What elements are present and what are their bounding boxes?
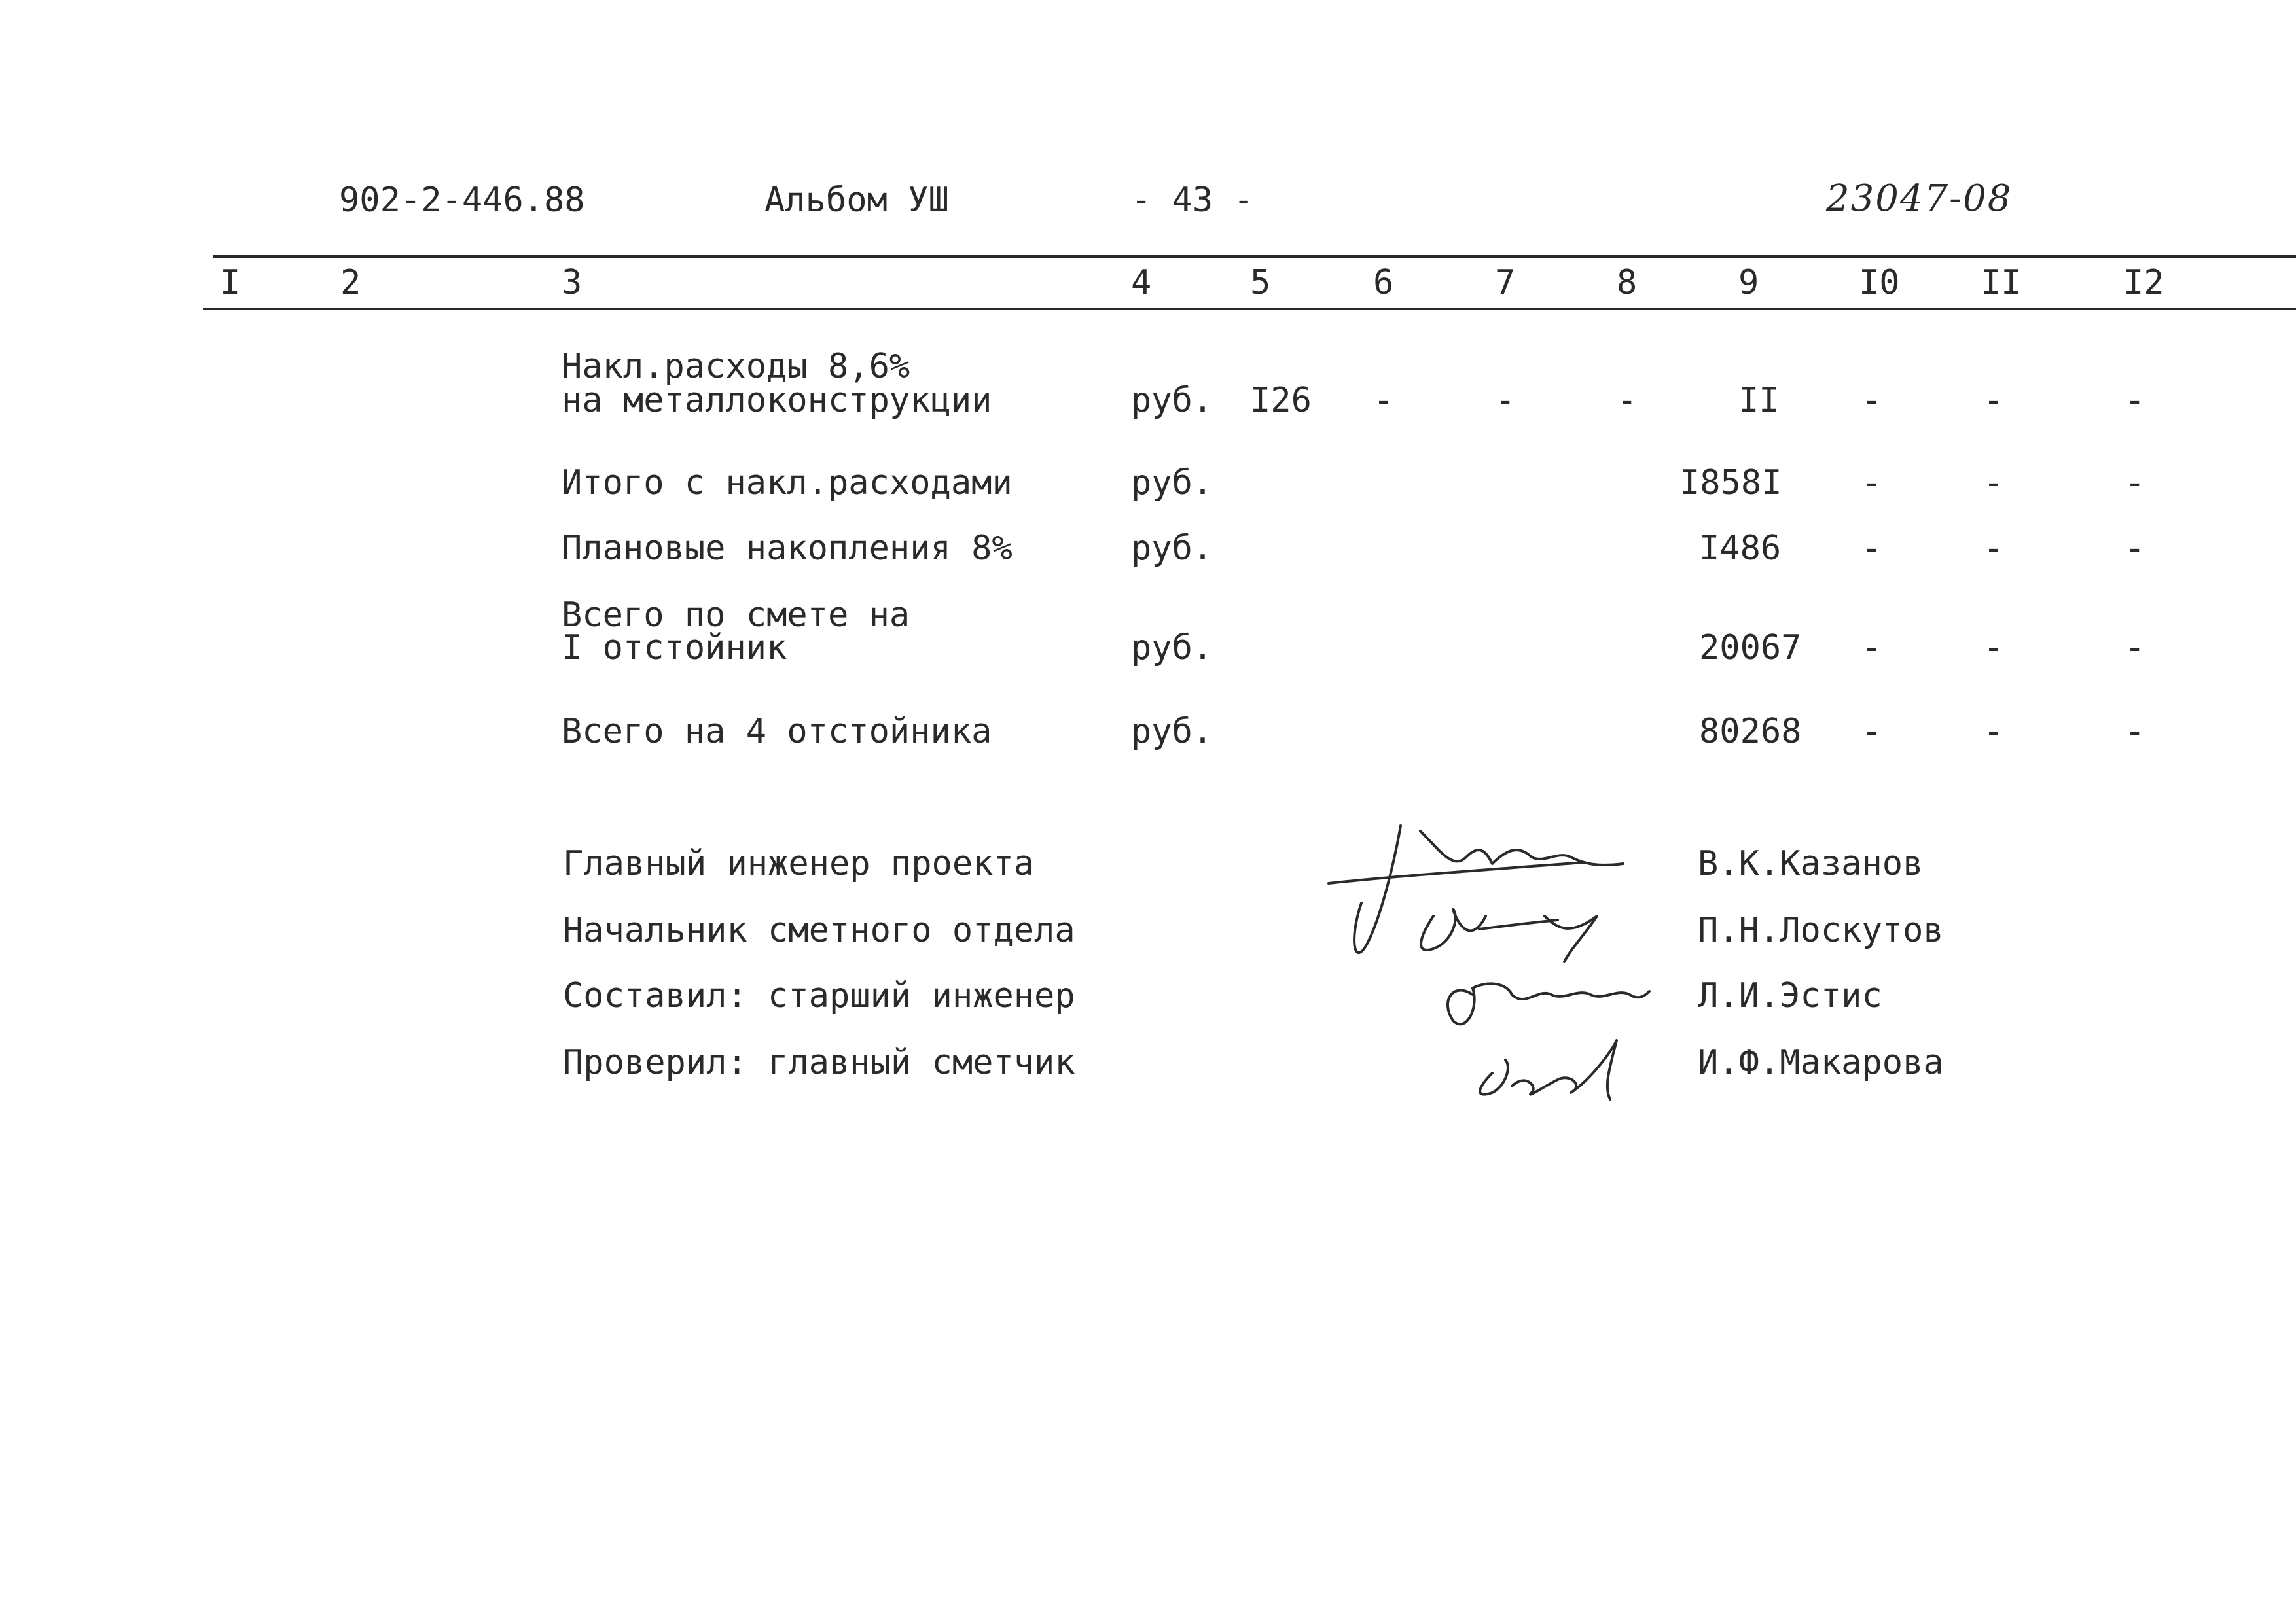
document-code: 902-2-446.88	[339, 181, 585, 220]
row-1-col10: -	[1861, 381, 1882, 420]
column-header-8: 8	[1617, 263, 1638, 302]
signature-makarova	[1480, 1040, 1617, 1099]
row-3-col11: -	[1983, 529, 2004, 568]
signature-loskutov	[1421, 909, 1597, 962]
column-header-10: I0	[1859, 263, 1900, 302]
row-3-col10: -	[1861, 529, 1882, 568]
row-2-name: Итого с накл.расходами	[562, 463, 1013, 503]
row-2-unit: руб.	[1131, 463, 1213, 503]
row-4-col10: -	[1861, 628, 1882, 667]
row-1-unit: руб.	[1131, 381, 1213, 420]
row-4-col12: -	[2125, 628, 2145, 667]
signer-name-3: Л.И.Эстис	[1698, 976, 1882, 1015]
row-2-col9: I858I	[1679, 463, 1782, 503]
row-2-col12: -	[2125, 463, 2145, 503]
row-4-unit: руб.	[1131, 628, 1213, 667]
signature-estis	[1448, 983, 1649, 1024]
column-header-7: 7	[1495, 263, 1516, 302]
row-3-unit: руб.	[1131, 529, 1213, 568]
signer-role-2: Начальник сметного отдела	[563, 911, 1075, 950]
row-1-name-line2: на металлоконструкции	[562, 381, 992, 420]
page-number: - 43 -	[1131, 181, 1254, 220]
row-5-col12: -	[2125, 712, 2145, 751]
row-4-name-line1: Всего по смете на	[562, 595, 910, 635]
signature-kazanov	[1329, 826, 1623, 953]
row-1-col6: -	[1373, 381, 1394, 420]
column-header-6: 6	[1373, 263, 1394, 302]
column-header-2: 2	[340, 263, 361, 302]
row-5-unit: руб.	[1131, 712, 1213, 751]
column-header-12: I2	[2123, 263, 2164, 302]
handwritten-inventory-number: 23047-08	[1826, 177, 2013, 220]
row-1-col12: -	[2125, 381, 2145, 420]
signer-role-1: Главный инженер проекта	[563, 844, 1035, 883]
row-2-col10: -	[1861, 463, 1882, 503]
column-header-4: 4	[1131, 263, 1152, 302]
column-header-9: 9	[1738, 263, 1759, 302]
row-1-col7: -	[1495, 381, 1516, 420]
row-1-col5: I26	[1250, 381, 1312, 420]
signer-name-4: И.Ф.Макарова	[1698, 1043, 1944, 1082]
row-4-col9: 20067	[1699, 628, 1802, 667]
row-3-name: Плановые накопления 8%	[562, 529, 1013, 568]
column-header-1: I	[220, 263, 241, 302]
column-header-11: II	[1981, 263, 2022, 302]
row-1-name-line1: Накл.расходы 8,6%	[562, 347, 910, 386]
row-2-col11: -	[1983, 463, 2004, 503]
signer-role-3: Составил: старший инженер	[563, 976, 1075, 1015]
column-header-5: 5	[1250, 263, 1271, 302]
row-3-col9: I486	[1699, 529, 1782, 568]
row-3-col12: -	[2125, 529, 2145, 568]
album-label: Альбом УШ	[764, 181, 949, 220]
row-5-name: Всего на 4 отстойника	[562, 712, 992, 751]
signer-role-4: Проверил: главный сметчик	[563, 1043, 1075, 1082]
row-5-col10: -	[1861, 712, 1882, 751]
row-4-name-line2: I отстойник	[562, 628, 787, 667]
row-1-col9: II	[1738, 381, 1780, 420]
signer-name-1: В.К.Казанов	[1698, 844, 1924, 883]
signer-name-2: П.Н.Лоскутов	[1698, 911, 1944, 950]
row-4-col11: -	[1983, 628, 2004, 667]
column-header-3: 3	[562, 263, 583, 302]
row-5-col9: 80268	[1699, 712, 1802, 751]
row-1-col11: -	[1983, 381, 2004, 420]
row-1-col8: -	[1617, 381, 1638, 420]
row-5-col11: -	[1983, 712, 2004, 751]
